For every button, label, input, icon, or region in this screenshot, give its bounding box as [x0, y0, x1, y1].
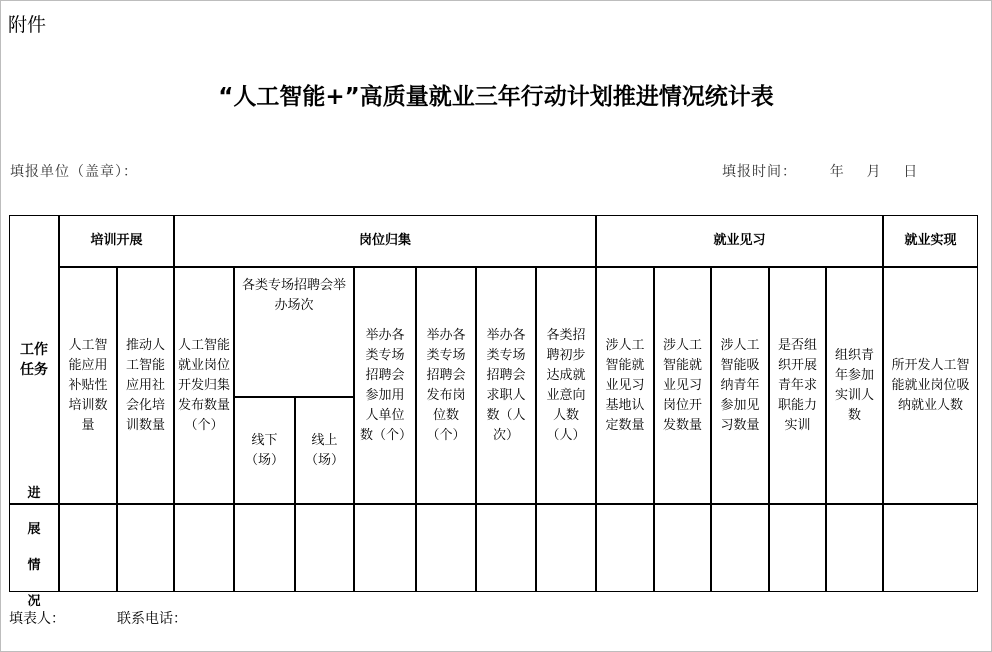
progress-cell-8[interactable] [476, 504, 536, 592]
progress-cell-12[interactable] [711, 504, 769, 592]
col-header-ai-job-postings: 人工智能就业岗位开发归集发布数量（个） [174, 267, 234, 504]
progress-cell-15[interactable] [883, 504, 978, 592]
col-header-ai-subsidized-training: 人工智能应用补贴性培训数量 [59, 267, 117, 504]
progress-cell-5[interactable] [295, 504, 354, 592]
filler-label: 填表人： [9, 611, 65, 627]
fill-unit-label: 填报单位（盖章）： [10, 164, 138, 180]
group-header-jobs: 岗位归集 [174, 215, 596, 267]
group-header-training: 培训开展 [59, 215, 174, 267]
col-header-online-sessions: 线上（场） [295, 397, 354, 504]
col-header-offline-sessions: 线下（场） [234, 397, 295, 504]
col-header-internship-bases: 涉人工智能就业见习基地认定数量 [596, 267, 654, 504]
progress-cell-2[interactable] [117, 504, 174, 592]
progress-cell-4[interactable] [234, 504, 295, 592]
col-header-job-skills-training: 是否组织开展青年求职能力实训 [769, 267, 826, 504]
group-header-employment: 就业实现 [883, 215, 978, 267]
attachment-label: 附件 [8, 14, 47, 36]
group-header-internship: 就业见习 [596, 215, 883, 267]
row-header-progress: 展情况 [9, 504, 59, 592]
col-header-ai-social-training: 推动人工智能应用社会化培训数量 [117, 267, 174, 504]
col-header-job-seekers: 举办各类专场招聘会求职人数（人次） [476, 267, 536, 504]
col-header-job-fair-sessions: 各类专场招聘会举办场次 [234, 267, 354, 397]
progress-cell-10[interactable] [596, 504, 654, 592]
progress-cell-6[interactable] [354, 504, 416, 592]
progress-cell-11[interactable] [654, 504, 711, 592]
fill-time-label: 填报时间： 年 月 日 [722, 164, 919, 180]
col-header-employer-count: 举办各类专场招聘会参加用人单位数（个） [354, 267, 416, 504]
col-header-youth-internships: 涉人工智能吸纳青年参加见习数量 [711, 267, 769, 504]
progress-cell-9[interactable] [536, 504, 596, 592]
col-header-employment-intent: 各类招聘初步达成就业意向人数（人） [536, 267, 596, 504]
col-header-youth-trainees: 组织青年参加实训人数 [826, 267, 883, 504]
progress-cell-14[interactable] [826, 504, 883, 592]
progress-cell-7[interactable] [416, 504, 476, 592]
phone-label: 联系电话： [117, 611, 187, 627]
page-title: “人工智能+”高质量就业三年行动计划推进情况统计表 [218, 84, 774, 110]
progress-cell-1[interactable] [59, 504, 117, 592]
col-header-internship-positions: 涉人工智能就业见习岗位开发数量 [654, 267, 711, 504]
row-header-task: 工作任务 [9, 215, 59, 504]
progress-cell-3[interactable] [174, 504, 234, 592]
col-header-ai-job-hires: 所开发人工智能就业岗位吸纳就业人数 [883, 267, 978, 504]
col-header-posted-jobs: 举办各类专场招聘会发布岗位数（个） [416, 267, 476, 504]
progress-cell-13[interactable] [769, 504, 826, 592]
